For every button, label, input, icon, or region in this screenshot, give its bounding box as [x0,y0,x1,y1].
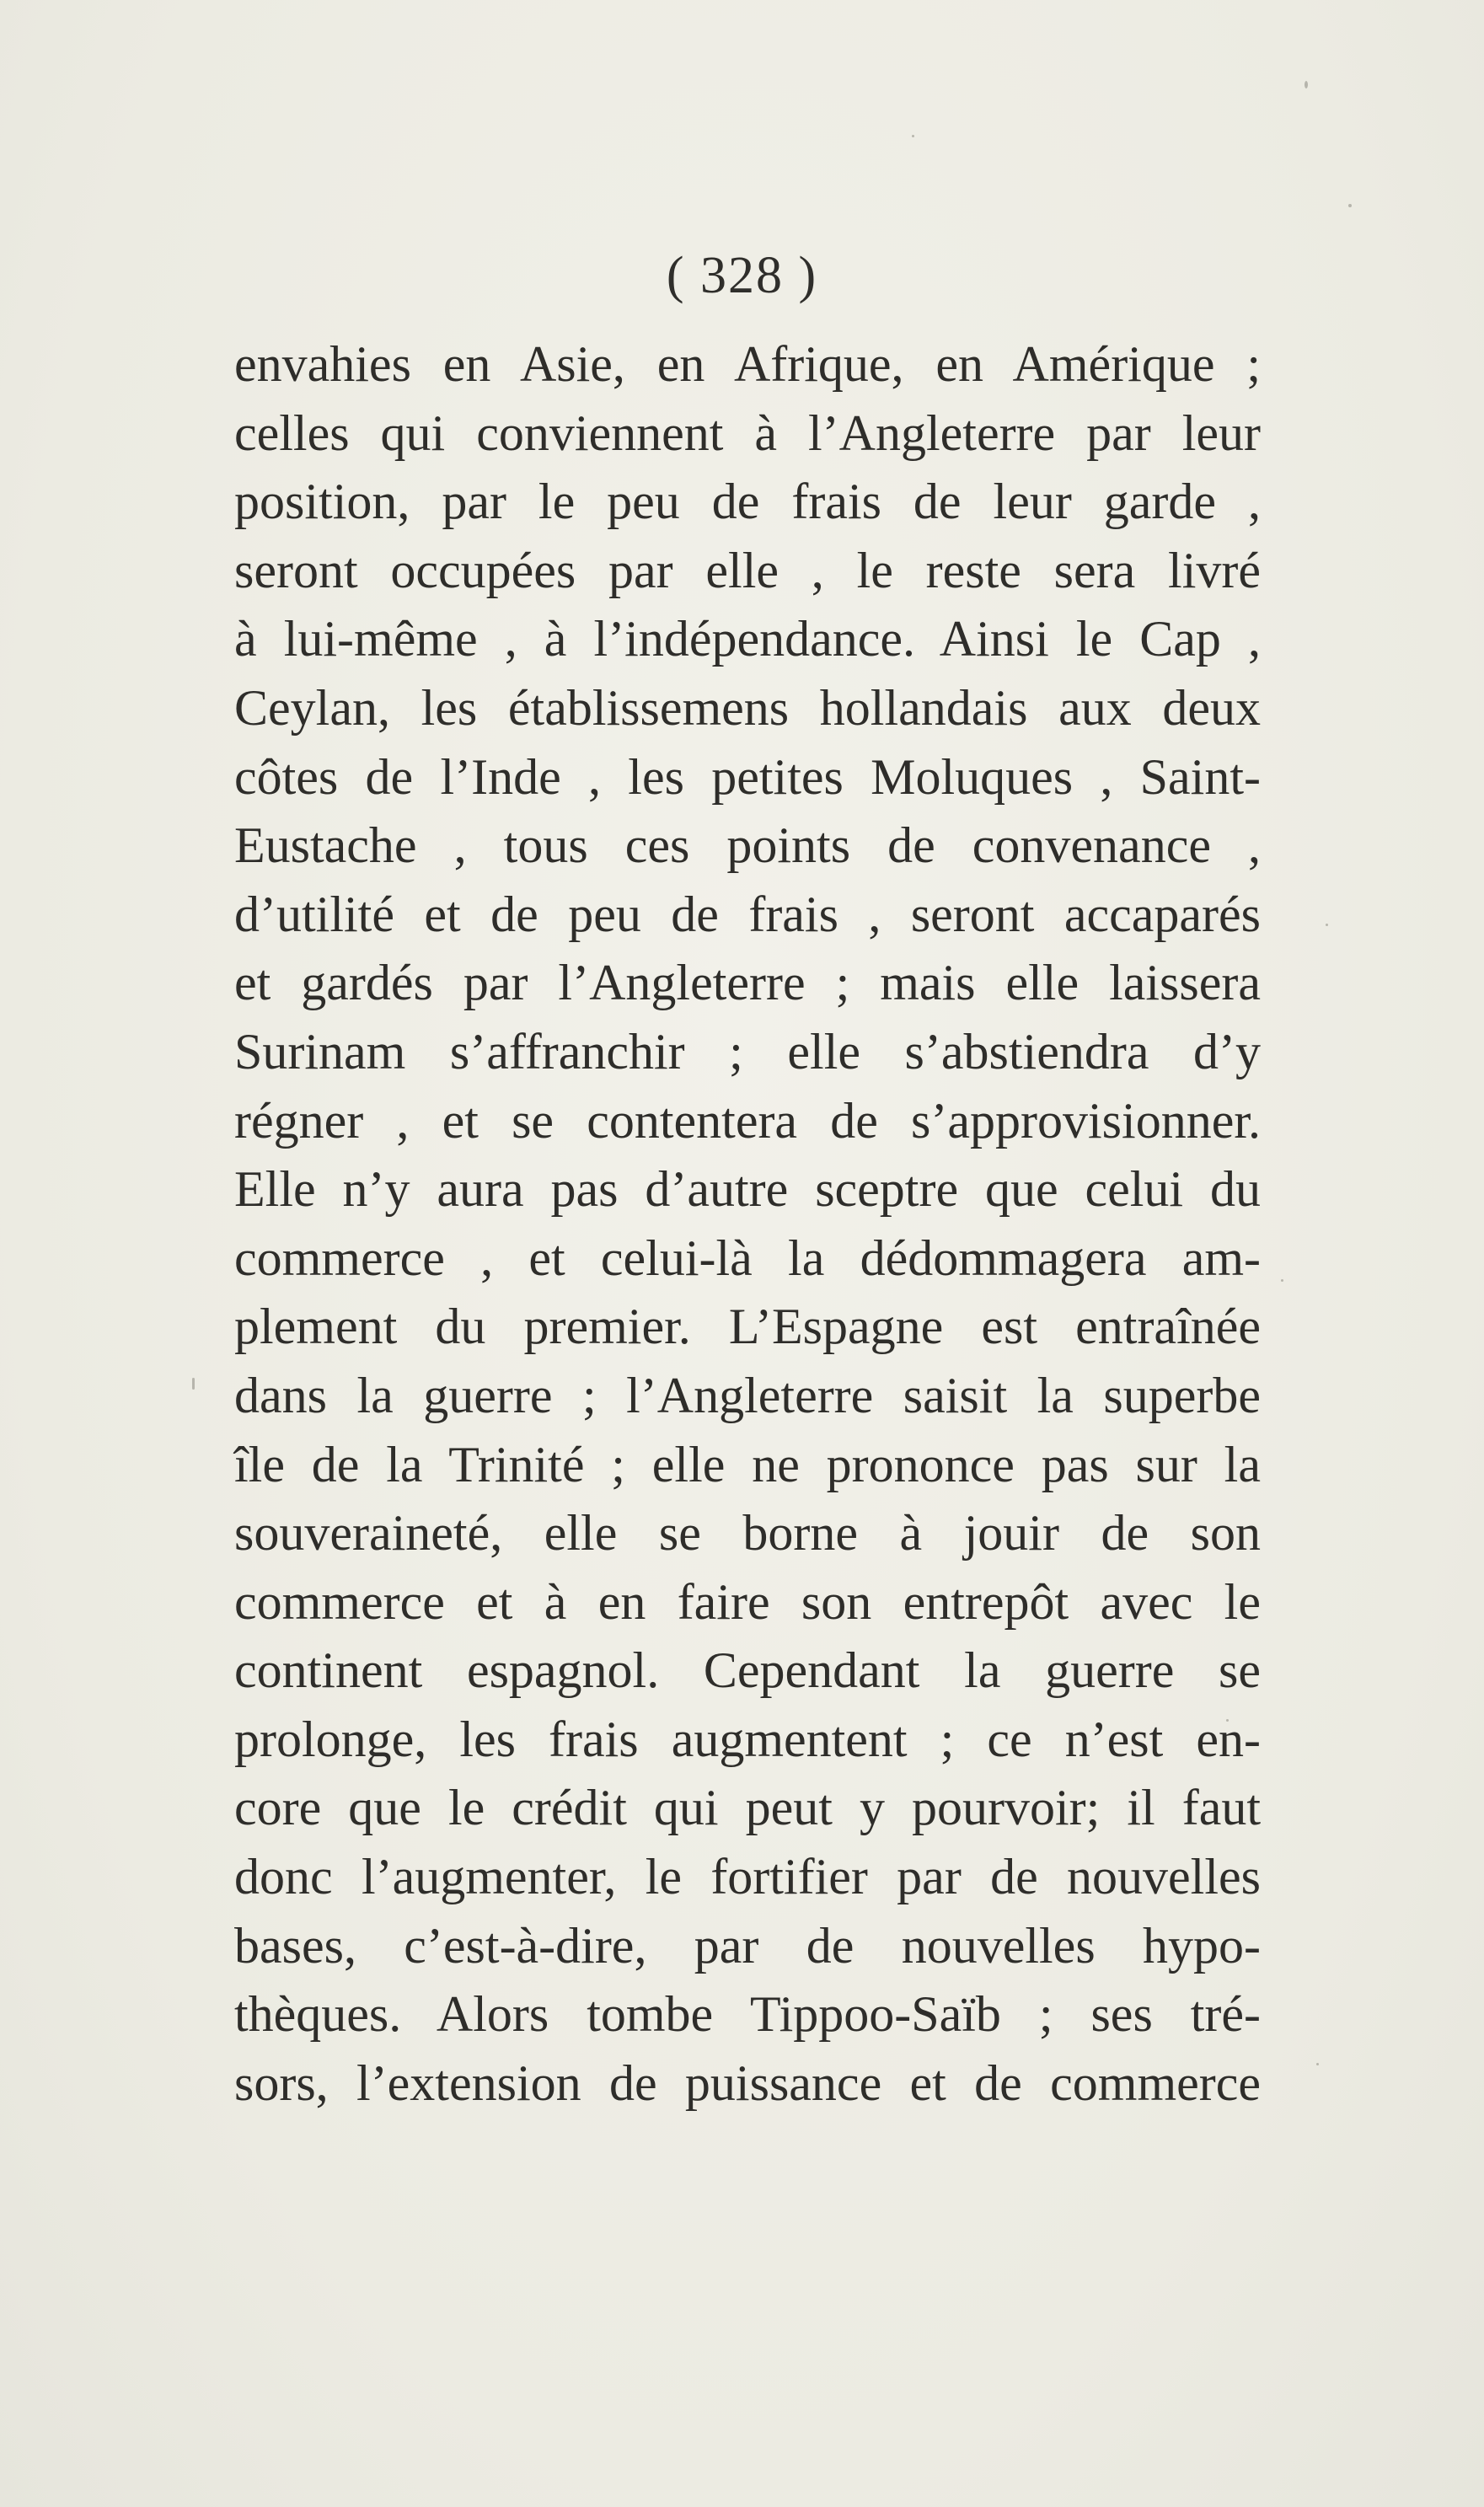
text-line: prolonge, les frais augmentent ; ce n’est en- [234,1711,1261,1767]
text-line: côtes de l’Inde , les petites Moluques , Saint- [234,748,1261,805]
text-line: île de la Trinité ; elle ne prononce pas sur la [234,1436,1261,1492]
text-line: d’utilité et de peu de frais , seront accaparés [234,886,1261,942]
text-line: commerce , et celui-là la dédommagera am- [234,1229,1261,1286]
text-line: dans la guerre ; l’Angleterre saisit la superbe [234,1367,1261,1423]
paper-speck [912,135,914,137]
text-line: plement du premier. L’Espagne est entraînée [234,1299,1261,1355]
text-line: Ceylan, les établissemens hollandais aux deux [234,679,1261,736]
text-line: et gardés par l’Angleterre ; mais elle laissera [234,955,1261,1011]
page-number: ( 328 ) [666,247,818,304]
paper-speck [1348,204,1352,207]
text-line: régner , et se contentera de s’approvisionner. [234,1092,1261,1149]
text-line: thèques. Alors tombe Tippoo-Saïb ; ses tré- [234,1986,1261,2043]
paper-speck [1281,1279,1283,1282]
text-line: celles qui conviennent à l’Angleterre par leur [234,404,1261,461]
text-line: commerce et à en faire son entrepôt avec le [234,1573,1261,1630]
paper-speck [1305,81,1308,88]
body-text [234,330,1261,2118]
text-line: sors, l’extension de puissance et de commerce [234,2054,1261,2111]
text-line: position, par le peu de frais de leur garde , [234,474,1261,530]
text-line: bases, c’est-à-dire, par de nouvelles hypo- [234,1917,1261,1974]
text-line: donc l’augmenter, le fortifier par de nouvelles [234,1849,1261,1905]
text-line: continent espagnol. Cependant la guerre se [234,1642,1261,1699]
paper-speck [192,1378,195,1390]
paper-speck [1326,924,1328,926]
text-line: Elle n’y aura pas d’autre sceptre que celui du [234,1161,1261,1218]
text-line: core que le crédit qui peut y pourvoir; il faut [234,1780,1261,1836]
paper-speck [1316,2063,1319,2065]
text-line: Eustache , tous ces points de convenance , [234,817,1261,874]
text-line: envahies en Asie, en Afrique, en Amérique ; [234,336,1261,392]
text-line: à lui-même , à l’indépendance. Ainsi le Cap , [234,611,1261,667]
text-line: seront occupées par elle , le reste sera livré [234,542,1261,598]
text-line: Surinam s’affranchir ; elle s’abstiendra d’y [234,1023,1261,1079]
text-line: souveraineté, elle se borne à jouir de son [234,1505,1261,1562]
